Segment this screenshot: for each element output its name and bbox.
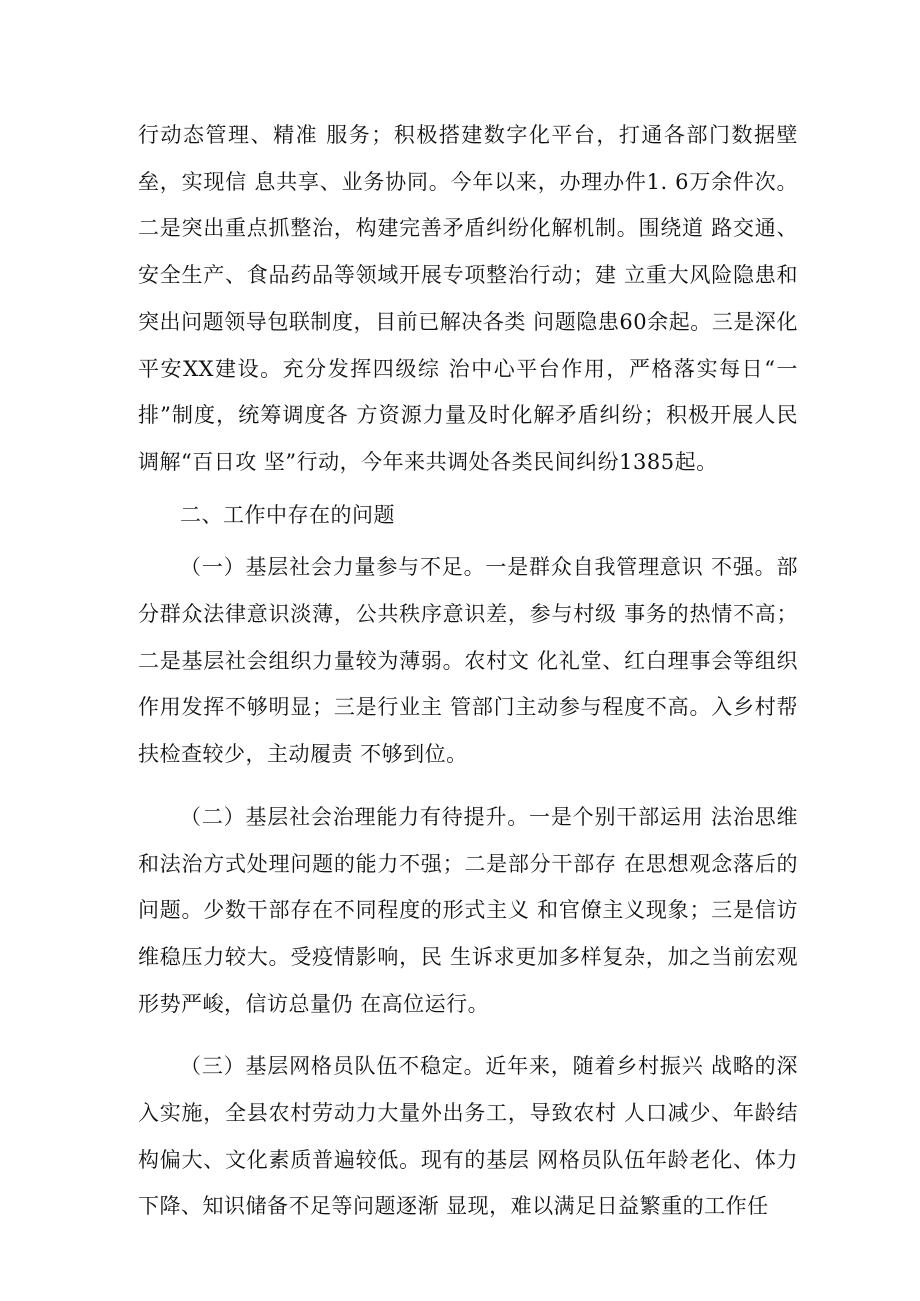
- paragraph-issue-1: （一）基层社会力量参与不足。一是群众自我管理意识 不强。部分群众法律意识淡薄，公共秩序意识差，参与村级 事务的热情不高；二是基层社会组织力量较为薄弱。农村文 化礼堂、红白理事会等组织作用发挥不够明显；三是行业主 管部门主动参与程度不高。入乡村帮扶检查较少，主动履责 不够到位。: [138, 555, 798, 767]
- paragraph-continuation: 行动态管理、精准 服务；积极搭建数字化平台，打通各部门数据壁垒，实现信 息共享、业务协同。今年以来，办理办件1. 6万余件次。 二是突出重点抓整治，构建完善矛盾纠纷化解机制。围绕道 路交通、安全生产、食品药品等领域开展专项整治行动；建 立重大风险隐患和突出问题领导包联制度，目前已解决各类 问题隐患60余起。三是深化平安XX建设。充分发挥四级综 治中心平台作用，严格落实每日“一排”制度，统筹调度各 方资源力量及时化解矛盾纠纷；积极开展人民调解“百日攻 坚”行动，今年来共调处各类民间纠纷1385起。: [138, 123, 798, 474]
- document-body: [138, 112, 798, 1230]
- paragraph-issue-3: （三）基层网格员队伍不稳定。近年来，随着乡村振兴 战略的深入实施，全县农村劳动力大量外出务工，导致农村 人口减少、年龄结构偏大、文化素质普遍较低。现有的基层 网格员队伍年龄老化、体力下降、知识储备不足等问题逐渐 显现，难以满足日益繁重的工作任: [138, 1054, 798, 1219]
- section-heading: 二、工作中存在的问题: [180, 502, 395, 527]
- paragraph-issue-2: （二）基层社会治理能力有待提升。一是个别干部运用 法治思维和法治方式处理问题的能力不强；二是部分干部存 在思想观念落后的问题。少数干部存在不同程度的形式主义 和官僚主义现象；三是信访维稳压力较大。受疫情影响，民 生诉求更加多样复杂，加之当前宏观形势严峻，信访总量仍 在高位运行。: [138, 804, 798, 1016]
